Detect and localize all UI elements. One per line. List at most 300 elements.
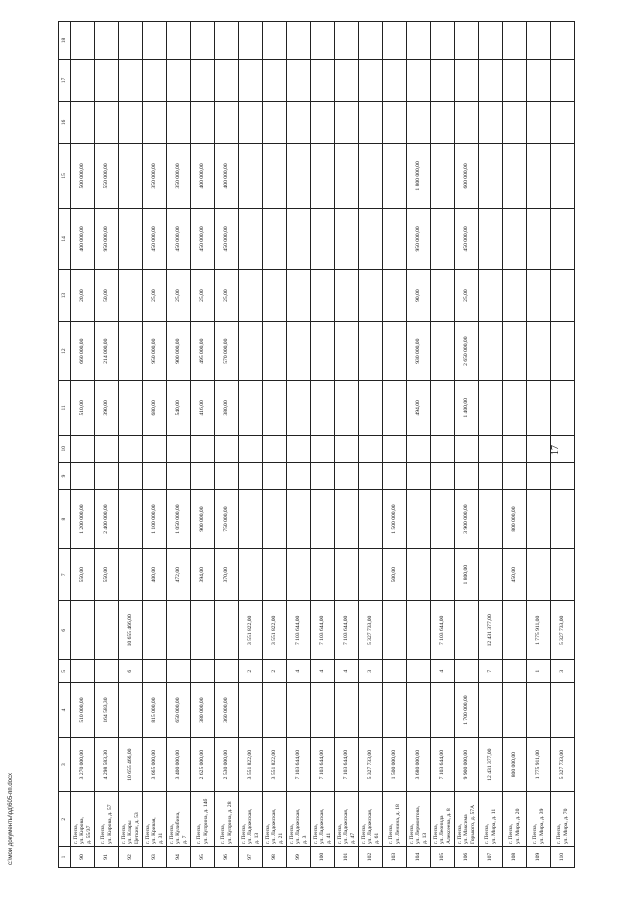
value-cell (335, 322, 359, 381)
value-cell: 510,00 (71, 381, 95, 436)
value-cell (359, 381, 383, 436)
value-cell (359, 683, 383, 738)
value-cell (551, 548, 575, 600)
value-cell (359, 59, 383, 101)
value-cell (359, 490, 383, 549)
value-cell (287, 22, 311, 60)
value-cell: 1 775 911,00 (527, 737, 551, 792)
column-header: 15 (59, 143, 71, 208)
value-cell (95, 660, 119, 683)
table-row (503, 22, 527, 868)
footer-path: c:\мои документы\рд\605-пп.docx (8, 773, 14, 865)
value-cell (143, 59, 167, 101)
table-row (191, 22, 215, 868)
table-row (455, 22, 479, 868)
value-cell (503, 435, 527, 462)
value-cell: 25,00 (455, 269, 479, 321)
value-cell: 1 800,00 (455, 548, 479, 600)
value-cell (311, 22, 335, 60)
value-cell (311, 548, 335, 600)
value-cell: 7 103 644,00 (287, 601, 311, 660)
column-header: 18 (59, 22, 71, 60)
value-cell (311, 208, 335, 269)
value-cell (503, 601, 527, 660)
value-cell: 450 000,00 (143, 208, 167, 269)
value-cell (143, 462, 167, 489)
value-cell (239, 22, 263, 60)
value-cell: 7 (479, 660, 503, 683)
table-row (311, 22, 335, 868)
value-cell (431, 381, 455, 436)
value-cell: 450 000,00 (215, 208, 239, 269)
value-cell (527, 322, 551, 381)
value-cell (287, 101, 311, 143)
value-cell (215, 435, 239, 462)
value-cell (503, 208, 527, 269)
value-cell (263, 548, 287, 600)
row-number: 99 (287, 847, 311, 868)
address-cell: г. Пенза, ул. Куприна, д. 14б (191, 792, 215, 847)
value-cell: 350 000,00 (167, 143, 191, 208)
value-cell (551, 462, 575, 489)
value-cell (503, 322, 527, 381)
value-cell (383, 143, 407, 208)
value-cell (287, 490, 311, 549)
value-cell: 90,00 (407, 269, 431, 321)
value-cell (335, 683, 359, 738)
value-cell (383, 683, 407, 738)
table-row (95, 22, 119, 868)
value-cell (239, 101, 263, 143)
value-cell (551, 101, 575, 143)
value-cell: 380,00 (215, 381, 239, 436)
value-cell: 50,00 (95, 269, 119, 321)
value-cell (479, 22, 503, 60)
value-cell (527, 381, 551, 436)
value-cell (479, 322, 503, 381)
value-cell (359, 548, 383, 600)
value-cell (311, 143, 335, 208)
value-cell (119, 208, 143, 269)
column-header: 9 (59, 462, 71, 489)
value-cell (143, 601, 167, 660)
value-cell (167, 660, 191, 683)
row-number: 90 (71, 847, 95, 868)
value-cell: 3 (551, 660, 575, 683)
row-number: 110 (551, 847, 575, 868)
value-cell (479, 269, 503, 321)
value-cell (407, 683, 431, 738)
value-cell: 1 100 000,00 (143, 490, 167, 549)
value-cell: 3 551 822,00 (263, 601, 287, 660)
value-cell (263, 59, 287, 101)
row-number: 101 (335, 847, 359, 868)
value-cell (335, 548, 359, 600)
table-row (407, 22, 431, 868)
value-cell (119, 462, 143, 489)
value-cell (239, 322, 263, 381)
value-cell: 370,00 (215, 548, 239, 600)
value-cell (431, 143, 455, 208)
value-cell (143, 435, 167, 462)
value-cell (311, 435, 335, 462)
row-number: 98 (263, 847, 287, 868)
value-cell (407, 462, 431, 489)
value-cell (95, 22, 119, 60)
value-cell: 12 431 377,00 (479, 737, 503, 792)
value-cell: 2 (263, 660, 287, 683)
row-number: 102 (359, 847, 383, 868)
value-cell (503, 683, 527, 738)
value-cell: 450 000,00 (167, 208, 191, 269)
address-cell: г. Пенза, ул. Ладожская, д. 41 (311, 792, 335, 847)
row-number: 108 (503, 847, 527, 868)
table-row (287, 22, 311, 868)
table-row (71, 22, 95, 868)
value-cell (143, 22, 167, 60)
value-cell: 9 900 000,00 (455, 737, 479, 792)
address-cell: г. Пенза, ул. Кирова, д. 57 (95, 792, 119, 847)
value-cell: 3 680 000,00 (407, 737, 431, 792)
value-cell (239, 269, 263, 321)
row-number: 94 (167, 847, 191, 868)
value-cell: 650 000,00 (167, 683, 191, 738)
value-cell (311, 462, 335, 489)
value-cell (455, 59, 479, 101)
table-row (119, 22, 143, 868)
value-cell (431, 462, 455, 489)
column-header: 8 (59, 490, 71, 549)
value-cell: 400 000,00 (215, 143, 239, 208)
value-cell (527, 208, 551, 269)
address-cell: г. Пенза, ул. Кирова, д. 55/37 (71, 792, 95, 847)
value-cell: 394,00 (191, 548, 215, 600)
value-cell (407, 59, 431, 101)
value-cell (239, 435, 263, 462)
address-cell: г. Пенза, ул. Кривая, д. 31 (143, 792, 167, 847)
value-cell (191, 660, 215, 683)
table-row (167, 22, 191, 868)
value-cell (503, 143, 527, 208)
value-cell (71, 601, 95, 660)
value-cell (239, 59, 263, 101)
page-number: 17 (550, 445, 561, 455)
value-cell: 1 700 000,00 (455, 683, 479, 738)
value-cell (119, 269, 143, 321)
value-cell (167, 101, 191, 143)
value-cell (383, 101, 407, 143)
value-cell (503, 59, 527, 101)
row-number: 109 (527, 847, 551, 868)
header-row (59, 22, 71, 868)
value-cell (479, 59, 503, 101)
value-cell: 815 000,00 (143, 683, 167, 738)
value-cell (383, 381, 407, 436)
value-cell: 5 327 733,00 (551, 737, 575, 792)
value-cell (383, 269, 407, 321)
value-cell: 680,00 (143, 381, 167, 436)
value-cell (71, 101, 95, 143)
value-cell: 550,00 (71, 548, 95, 600)
value-cell (263, 101, 287, 143)
value-cell: 1 200 000,00 (71, 490, 95, 549)
value-cell (479, 683, 503, 738)
value-cell (95, 601, 119, 660)
value-cell (359, 143, 383, 208)
value-cell (383, 208, 407, 269)
value-cell (287, 143, 311, 208)
table-body (71, 22, 575, 868)
value-cell (431, 101, 455, 143)
value-cell (359, 322, 383, 381)
value-cell: 950 000,00 (143, 322, 167, 381)
value-cell: 5 327 733,00 (359, 737, 383, 792)
value-cell: 2 650 000,00 (455, 322, 479, 381)
table-row (431, 22, 455, 868)
value-cell: 380 000,00 (191, 683, 215, 738)
value-cell (407, 490, 431, 549)
value-cell (383, 660, 407, 683)
row-number: 93 (143, 847, 167, 868)
value-cell (71, 59, 95, 101)
value-cell (191, 462, 215, 489)
table-row (143, 22, 167, 868)
value-cell (479, 101, 503, 143)
value-cell (431, 322, 455, 381)
value-cell (359, 269, 383, 321)
value-cell (119, 22, 143, 60)
value-cell (167, 59, 191, 101)
value-cell: 25,00 (143, 269, 167, 321)
value-cell (335, 22, 359, 60)
address-cell: г. Пенза, ул. Ладожская, д. 3 (287, 792, 311, 847)
column-header: 1 (59, 847, 71, 868)
value-cell: 3 900 000,00 (455, 490, 479, 549)
value-cell: 540,00 (167, 381, 191, 436)
value-cell: 7 103 644,00 (287, 737, 311, 792)
value-cell (431, 435, 455, 462)
address-cell: г. Пенза, ул. Клары Цеткин, д. 53 (119, 792, 143, 847)
value-cell (215, 22, 239, 60)
table-row (551, 22, 575, 868)
value-cell (359, 435, 383, 462)
value-cell: 350 000,00 (143, 143, 167, 208)
value-cell: 1 775 911,00 (527, 601, 551, 660)
value-cell: 25,00 (215, 269, 239, 321)
value-cell (335, 59, 359, 101)
row-number: 100 (311, 847, 335, 868)
table-row (359, 22, 383, 868)
value-cell (263, 435, 287, 462)
value-cell (527, 490, 551, 549)
value-cell (527, 435, 551, 462)
value-cell (527, 59, 551, 101)
value-cell: 550 000,00 (95, 143, 119, 208)
value-cell (527, 683, 551, 738)
value-cell (287, 683, 311, 738)
value-cell (119, 143, 143, 208)
value-cell: 400,00 (143, 548, 167, 600)
value-cell (263, 381, 287, 436)
value-cell (551, 435, 575, 462)
value-cell (503, 22, 527, 60)
value-cell (431, 490, 455, 549)
value-cell: 4 (335, 660, 359, 683)
value-cell (335, 208, 359, 269)
value-cell (287, 435, 311, 462)
value-cell (383, 322, 407, 381)
value-cell (479, 490, 503, 549)
value-cell (383, 462, 407, 489)
value-cell (383, 601, 407, 660)
value-cell (311, 59, 335, 101)
value-cell (383, 22, 407, 60)
row-number: 107 (479, 847, 503, 868)
value-cell (311, 381, 335, 436)
value-cell (191, 59, 215, 101)
table-row (215, 22, 239, 868)
value-cell (239, 683, 263, 738)
value-cell (215, 462, 239, 489)
value-cell: 494,00 (407, 381, 431, 436)
value-cell (455, 601, 479, 660)
address-cell: г. Пенза, ул. Кулибина, д. 7 (167, 792, 191, 847)
value-cell (551, 269, 575, 321)
value-cell (95, 101, 119, 143)
value-cell: 660 000,00 (71, 322, 95, 381)
value-cell (311, 683, 335, 738)
value-cell (215, 660, 239, 683)
value-cell (71, 462, 95, 489)
value-cell (383, 59, 407, 101)
value-cell (335, 490, 359, 549)
row-number: 95 (191, 847, 215, 868)
value-cell (551, 22, 575, 60)
value-cell: 950 000,00 (407, 208, 431, 269)
address-cell: г. Пенза, ул. Ладожская, д. 21 (263, 792, 287, 847)
address-cell: г. Пенза, ул. Ладожская, д. 13 (239, 792, 263, 847)
address-cell: г. Пенза, ул. Мира, д. 39 (527, 792, 551, 847)
value-cell: 450 000,00 (455, 208, 479, 269)
value-cell (527, 22, 551, 60)
value-cell: 7 103 644,00 (311, 601, 335, 660)
address-cell: г. Пенза, ул. Мира, д. 11 (479, 792, 503, 847)
value-cell (503, 462, 527, 489)
value-cell: 7 103 644,00 (311, 737, 335, 792)
value-cell: 450 000,00 (191, 208, 215, 269)
value-cell: 472,00 (167, 548, 191, 600)
value-cell (167, 462, 191, 489)
value-cell (263, 143, 287, 208)
column-header: 4 (59, 683, 71, 738)
table-row (527, 22, 551, 868)
value-cell (167, 435, 191, 462)
address-cell: г. Пенза, ул. Лермонтова, д. 13 (407, 792, 431, 847)
value-cell (71, 435, 95, 462)
value-cell (551, 683, 575, 738)
value-cell (503, 101, 527, 143)
value-cell (431, 208, 455, 269)
value-cell (167, 601, 191, 660)
value-cell: 3 270 000,00 (71, 737, 95, 792)
value-cell (551, 490, 575, 549)
value-cell: 3 551 822,00 (239, 737, 263, 792)
value-cell (263, 22, 287, 60)
table-row (335, 22, 359, 868)
value-cell (527, 462, 551, 489)
value-cell: 930 000,00 (407, 322, 431, 381)
value-cell: 1 500 000,00 (383, 490, 407, 549)
value-cell (527, 101, 551, 143)
value-cell: 3 400 000,00 (167, 737, 191, 792)
address-cell: г. Пенза, ул. Куприна, д. 28 (215, 792, 239, 847)
value-cell (287, 381, 311, 436)
value-cell (551, 59, 575, 101)
value-cell (551, 143, 575, 208)
value-cell (311, 269, 335, 321)
value-cell (479, 381, 503, 436)
value-cell (287, 59, 311, 101)
value-cell: 360 000,00 (215, 683, 239, 738)
value-cell (359, 22, 383, 60)
address-cell: г. Пенза, ул. Ладожская, д. 47 (335, 792, 359, 847)
value-cell (335, 269, 359, 321)
column-header: 10 (59, 435, 71, 462)
column-header: 14 (59, 208, 71, 269)
value-cell: 5 327 733,00 (359, 601, 383, 660)
value-cell (287, 462, 311, 489)
value-cell (263, 490, 287, 549)
value-cell: 900 000,00 (167, 322, 191, 381)
value-cell: 7 103 644,00 (431, 737, 455, 792)
row-number: 91 (95, 847, 119, 868)
value-cell (287, 548, 311, 600)
value-cell (359, 101, 383, 143)
value-cell (191, 435, 215, 462)
address-cell: г. Пенза, ул. Мира, д. 70 (551, 792, 575, 847)
value-cell (95, 462, 119, 489)
table-row (263, 22, 287, 868)
value-cell: 7 103 644,00 (335, 737, 359, 792)
value-cell: 500,00 (383, 548, 407, 600)
value-cell: 400 000,00 (71, 208, 95, 269)
column-header: 5 (59, 660, 71, 683)
value-cell (239, 208, 263, 269)
value-cell (143, 660, 167, 683)
value-cell (455, 22, 479, 60)
address-cell: г. Пенза, ул. Ленина, д. 18 (383, 792, 407, 847)
value-cell (71, 660, 95, 683)
value-cell (119, 101, 143, 143)
row-number: 105 (431, 847, 455, 868)
value-cell (551, 381, 575, 436)
value-cell (215, 601, 239, 660)
value-cell: 4 (287, 660, 311, 683)
value-cell (119, 490, 143, 549)
address-cell: г. Пенза, ул. Мира, д. 20 (503, 792, 527, 847)
value-cell: 3 (359, 660, 383, 683)
value-cell: 2 400 000,00 (95, 490, 119, 549)
value-cell (479, 548, 503, 600)
value-cell (263, 322, 287, 381)
value-cell (239, 143, 263, 208)
column-header: 3 (59, 737, 71, 792)
column-header: 7 (59, 548, 71, 600)
value-cell: 3 551 822,00 (239, 601, 263, 660)
value-cell: 25,00 (191, 269, 215, 321)
value-cell (239, 381, 263, 436)
value-cell: 20,00 (71, 269, 95, 321)
